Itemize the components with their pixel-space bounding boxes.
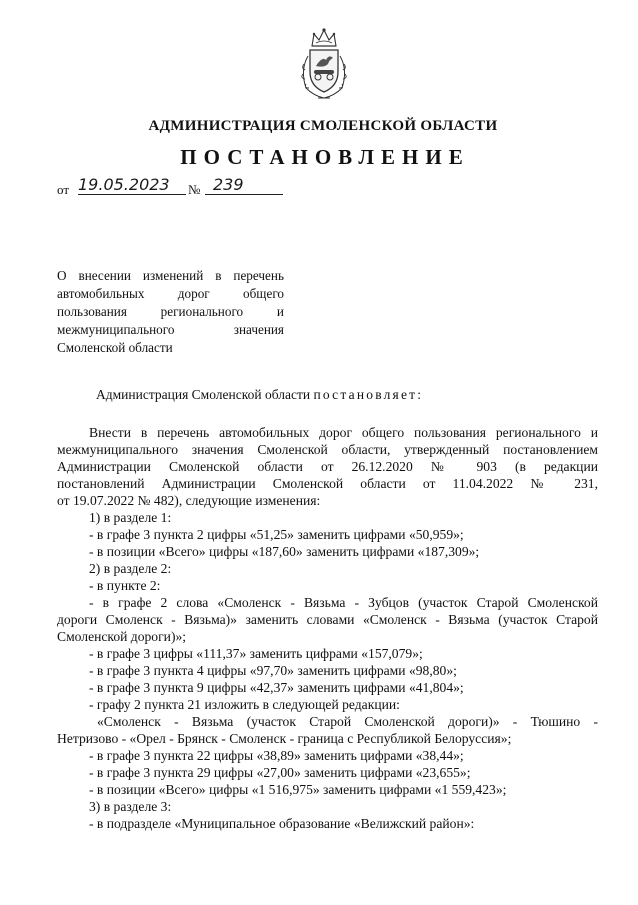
body-line: от 19.07.2022 № 482), следующие изменения: <box>57 493 321 508</box>
decree-prefix: Администрация Смоленской области <box>96 387 314 402</box>
subject-line: О внесении изменений в перечень <box>57 268 284 283</box>
body-line: постановлений Администрации Смоленской области от 11.04.2022 № 231, <box>57 476 598 491</box>
decree-verb: постановляет: <box>313 387 424 402</box>
date-label: от <box>57 182 70 197</box>
list-item: 3) в разделе 3: <box>89 799 172 814</box>
list-item: - в позиции «Всего» цифры «187,60» заменить цифрами «187,309»; <box>89 544 480 559</box>
list-item: - в позиции «Всего» цифры «1 516,975» заменить цифрами «1 559,423»; <box>89 782 507 797</box>
organization-name: АДМИНИСТРАЦИЯ СМОЛЕНСКОЙ ОБЛАСТИ <box>148 118 498 134</box>
decree-statement <box>96 387 423 403</box>
list-item: - в подразделе «Муниципальное образование «Велижский район»: <box>89 816 475 831</box>
list-item: - в пункте 2: <box>89 578 161 593</box>
list-item-continuation: дороги Смоленск - Вязьма)» заменить словами «Смоленск - Вязьма (участок Старой <box>57 612 598 627</box>
date-number-line <box>57 175 297 200</box>
document-type-title: ПОСТАНОВЛЕНИЕ <box>180 145 470 169</box>
list-item-continuation: Смоленской дороги)»; <box>57 629 187 644</box>
list-item: - в графе 3 цифры «111,37» заменить цифрами «157,079»; <box>89 646 423 661</box>
body-line: Администрации Смоленской области от 26.12.2020 № 903 (в редакции <box>57 459 598 474</box>
list-item: - в графе 3 пункта 9 цифры «42,37» заменить цифрами «41,804»; <box>89 680 464 695</box>
document-number: 239 <box>205 175 283 195</box>
document-subject <box>57 267 284 357</box>
list-item: - в графе 3 пункта 22 цифры «38,89» заменить цифрами «38,44»; <box>89 748 464 763</box>
list-item: - графу 2 пункта 21 изложить в следующей редакции: <box>89 697 400 712</box>
subject-line: пользования регионального и <box>57 304 284 319</box>
document-body <box>57 424 598 832</box>
subject-line: автомобильных дорог общего <box>57 286 284 301</box>
list-item: 2) в разделе 2: <box>89 561 172 576</box>
list-item: - в графе 3 пункта 2 цифры «51,25» заменить цифрами «50,959»; <box>89 527 464 542</box>
body-line: межмуниципального значения Смоленской области, утвержденный постановлением <box>57 442 598 457</box>
list-item: 1) в разделе 1: <box>89 510 172 525</box>
body-line: Внести в перечень автомобильных дорог общего пользования регионального и <box>89 425 598 440</box>
document-date: 19.05.2023 <box>78 175 186 195</box>
subject-line: межмуниципального значения <box>57 322 284 337</box>
quoted-text: «Смоленск - Вязьма (участок Старой Смоленской дороги)» - Тюшино - <box>97 714 598 729</box>
list-item: - в графе 3 пункта 4 цифры «97,70» заменить цифрами «98,80»; <box>89 663 457 678</box>
quoted-text: Нетризово - «Орел - Брянск - Смоленск - граница с Республикой Белоруссия»; <box>57 731 512 746</box>
list-item: - в графе 3 пункта 29 цифры «27,00» заменить цифрами «23,655»; <box>89 765 471 780</box>
number-label: № <box>188 182 201 197</box>
smolensk-coat-of-arms-icon <box>296 26 352 102</box>
list-item: - в графе 2 слова «Смоленск - Вязьма - Зубцов (участок Старой Смоленской <box>89 595 598 610</box>
subject-line: Смоленской области <box>57 340 173 355</box>
